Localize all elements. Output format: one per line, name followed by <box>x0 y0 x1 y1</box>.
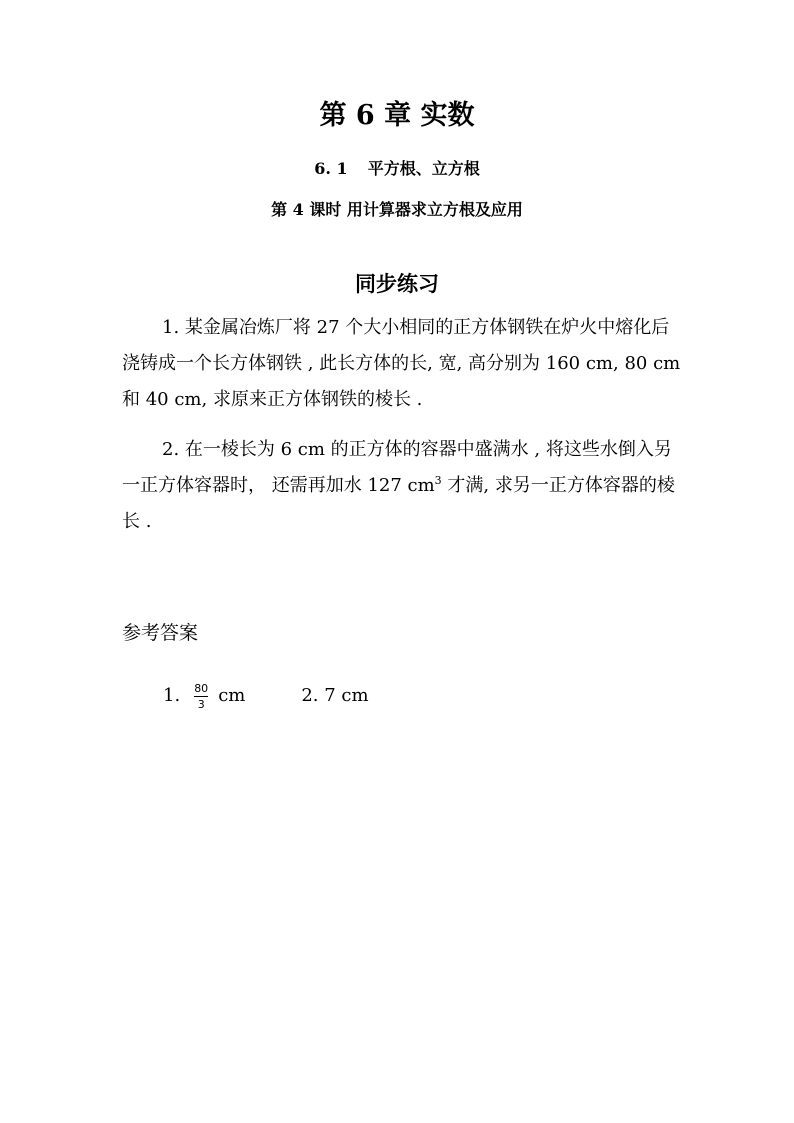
problem-1: 1. 某金属冶炼厂将 27 个大小相同的正方体钢铁在炉火中熔化后浇铸成一个长方体钢铁 , 此长方体的长, 宽, 高分别为 160 cm, 80 cm 和 40 cm, 求原来正方体钢铁的棱长 . <box>122 317 681 410</box>
answer-1-label: 1. <box>163 685 181 706</box>
answer-1-fraction <box>194 682 208 711</box>
problem-2 <box>122 432 682 540</box>
answers-line <box>163 676 369 716</box>
fraction-bar <box>194 696 208 697</box>
answer-1-unit: cm <box>218 685 246 706</box>
exercise-heading: 同步练习 <box>355 271 439 296</box>
answer-2: 2. 7 cm <box>301 685 369 706</box>
problem-2-text-end: 才满, 求另一正方体容器的棱长 . <box>122 475 675 532</box>
answers-heading: 参考答案 <box>122 622 199 644</box>
chapter-title: 第 6 章 实数 <box>319 100 475 131</box>
section-name: 平方根、立方根 <box>367 159 480 178</box>
fraction-denominator: 3 <box>197 697 205 711</box>
fraction-numerator: 80 <box>194 681 209 695</box>
lesson-title: 第 4 课时 用计算器求立方根及应用 <box>271 200 523 219</box>
section-number: 6. 1 <box>314 159 348 178</box>
problem-2-text-start: 2. 在一棱长为 6 cm 的正方体的容器中盛满水 , 将这些水倒入另一正方体容器时， 还需再加水 127 cm <box>122 439 672 496</box>
cubic-superscript: 3 <box>434 474 442 487</box>
section-heading <box>0 157 794 181</box>
